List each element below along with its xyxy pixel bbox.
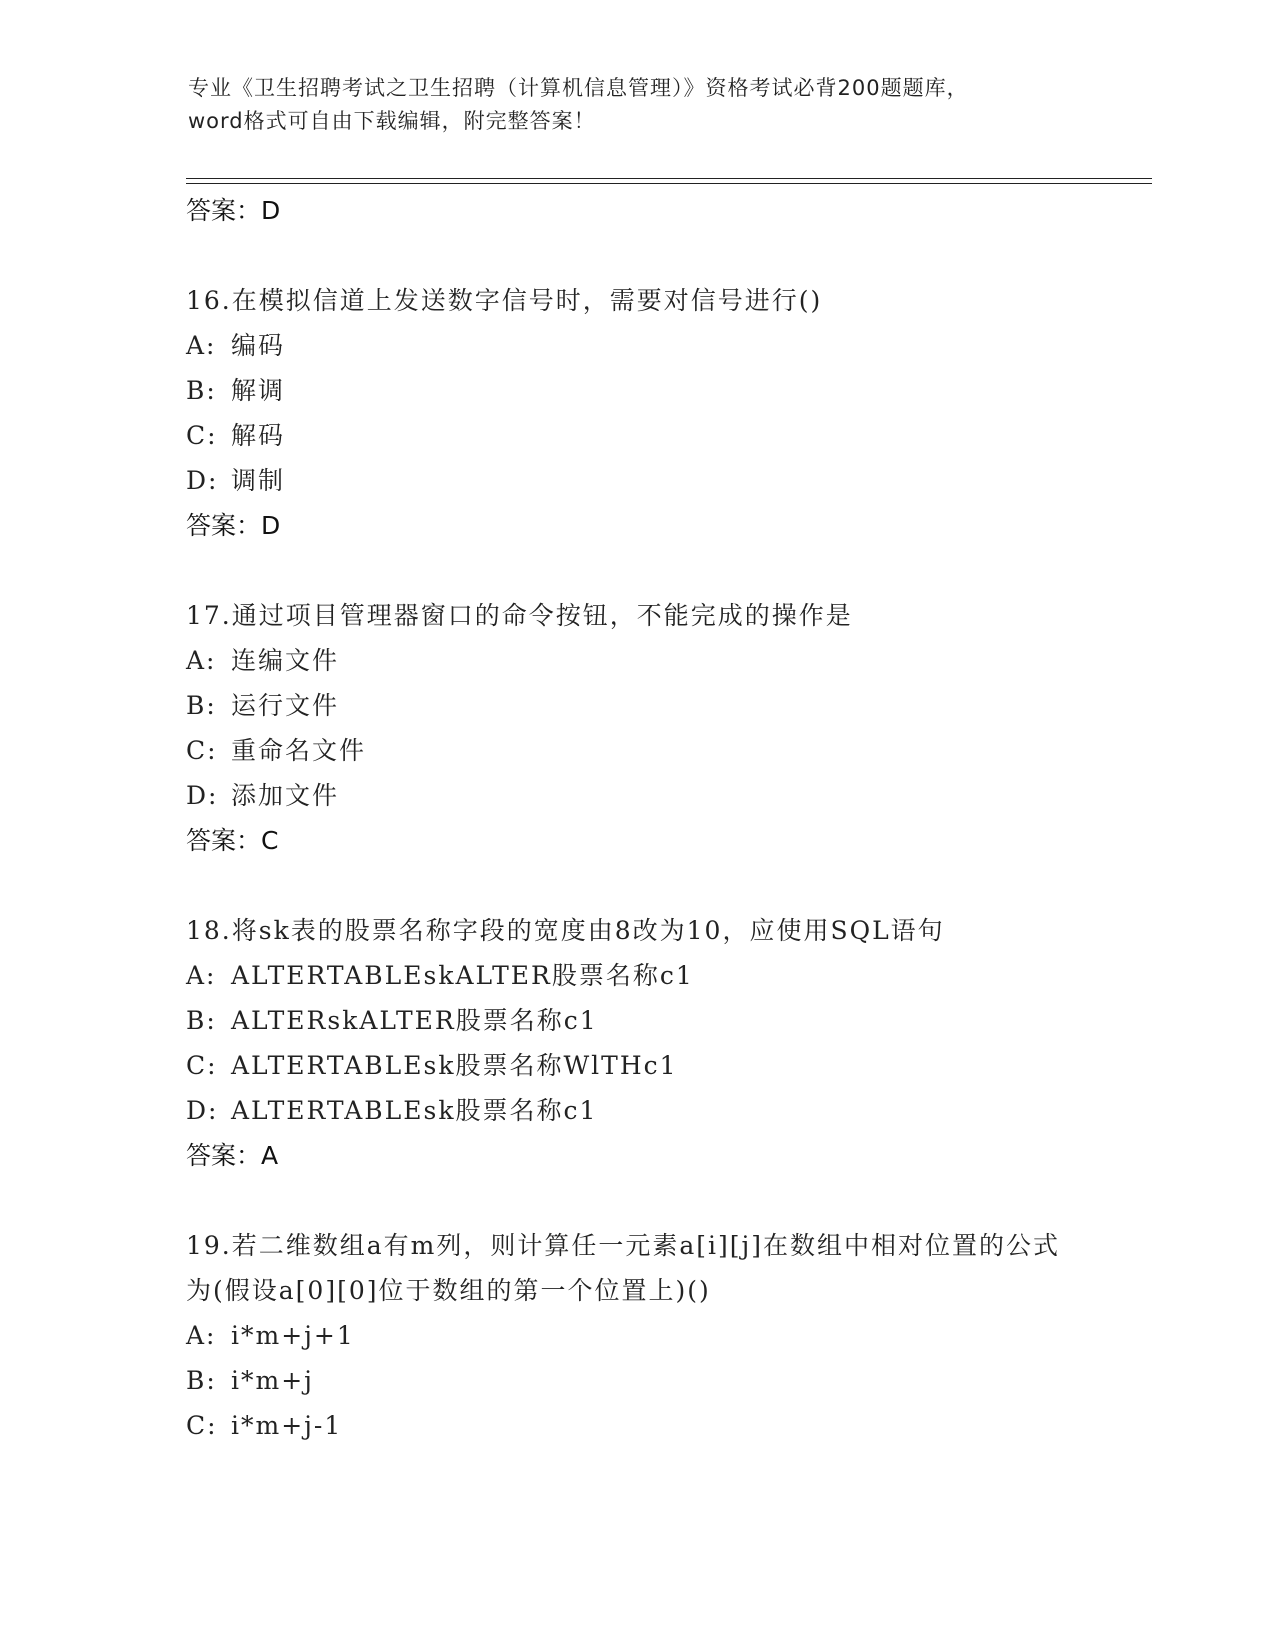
option-text: ALTERTABLEsk股票名称WlTHc1 [231, 1051, 678, 1080]
option-a [186, 323, 1086, 368]
option-key: C: [186, 1411, 218, 1440]
option-text: 解码 [231, 421, 286, 450]
option-key: D: [186, 1096, 219, 1125]
header-line-1: 专业《卫生招聘考试之卫生招聘（计算机信息管理）》资格考试必背200题题库， [188, 76, 969, 100]
option-c [186, 728, 1086, 773]
option-key: A: [186, 961, 217, 990]
option-key: C: [186, 421, 218, 450]
option-d [186, 773, 1086, 818]
option-a [186, 638, 1086, 683]
option-a [186, 1313, 1086, 1358]
option-text: 重命名文件 [231, 736, 367, 765]
previous-answer: 答案：D [186, 196, 281, 225]
header-divider [186, 178, 1152, 184]
document-body [186, 188, 1086, 1448]
option-text: i*m+j-1 [231, 1411, 343, 1440]
option-b [186, 683, 1086, 728]
option-text: ALTERTABLEskALTER股票名称c1 [231, 961, 694, 990]
question-17 [186, 593, 1086, 863]
option-c [186, 1043, 1086, 1088]
question-stem: 17.通过项目管理器窗口的命令按钮，不能完成的操作是 [186, 601, 853, 630]
option-text: i*m+j [231, 1366, 314, 1395]
question-stem: 16.在模拟信道上发送数字信号时，需要对信号进行() [186, 286, 823, 315]
answer-line: 答案：D [186, 511, 281, 540]
option-text: 编码 [231, 331, 286, 360]
option-d [186, 458, 1086, 503]
option-text: ALTERskALTER股票名称c1 [231, 1006, 598, 1035]
document-header [188, 72, 1088, 138]
option-text: 运行文件 [231, 691, 340, 720]
option-b [186, 1358, 1086, 1403]
option-key: B: [186, 1366, 217, 1395]
option-key: D: [186, 781, 219, 810]
header-line-2: word格式可自由下载编辑，附完整答案！ [188, 109, 596, 133]
option-text: 调制 [231, 466, 286, 495]
option-text: 解调 [231, 376, 286, 405]
option-text: i*m+j+1 [231, 1321, 355, 1350]
option-key: A: [186, 646, 217, 675]
option-key: B: [186, 691, 217, 720]
option-text: 连编文件 [231, 646, 340, 675]
option-key: C: [186, 1051, 218, 1080]
option-key: B: [186, 376, 217, 405]
answer-line: 答案：A [186, 1141, 279, 1170]
option-text: 添加文件 [231, 781, 340, 810]
option-key: A: [186, 331, 217, 360]
question-18 [186, 908, 1086, 1178]
question-stem: 18.将sk表的股票名称字段的宽度由8改为10，应使用SQL语句 [186, 916, 945, 945]
option-d [186, 1088, 1086, 1133]
question-16 [186, 278, 1086, 548]
option-key: B: [186, 1006, 217, 1035]
option-key: A: [186, 1321, 217, 1350]
option-b [186, 368, 1086, 413]
question-stem: 19.若二维数组a有m列，则计算任一元素a[i][j]在数组中相对位置的公式为(假设a[0][0]位于数组的第一个位置上)() [186, 1231, 1061, 1305]
option-key: D: [186, 466, 219, 495]
option-c [186, 413, 1086, 458]
option-key: C: [186, 736, 218, 765]
option-text: ALTERTABLEsk股票名称c1 [231, 1096, 598, 1125]
question-19 [186, 1223, 1086, 1448]
option-b [186, 998, 1086, 1043]
answer-line: 答案：C [186, 826, 279, 855]
option-c [186, 1403, 1086, 1448]
option-a [186, 953, 1086, 998]
